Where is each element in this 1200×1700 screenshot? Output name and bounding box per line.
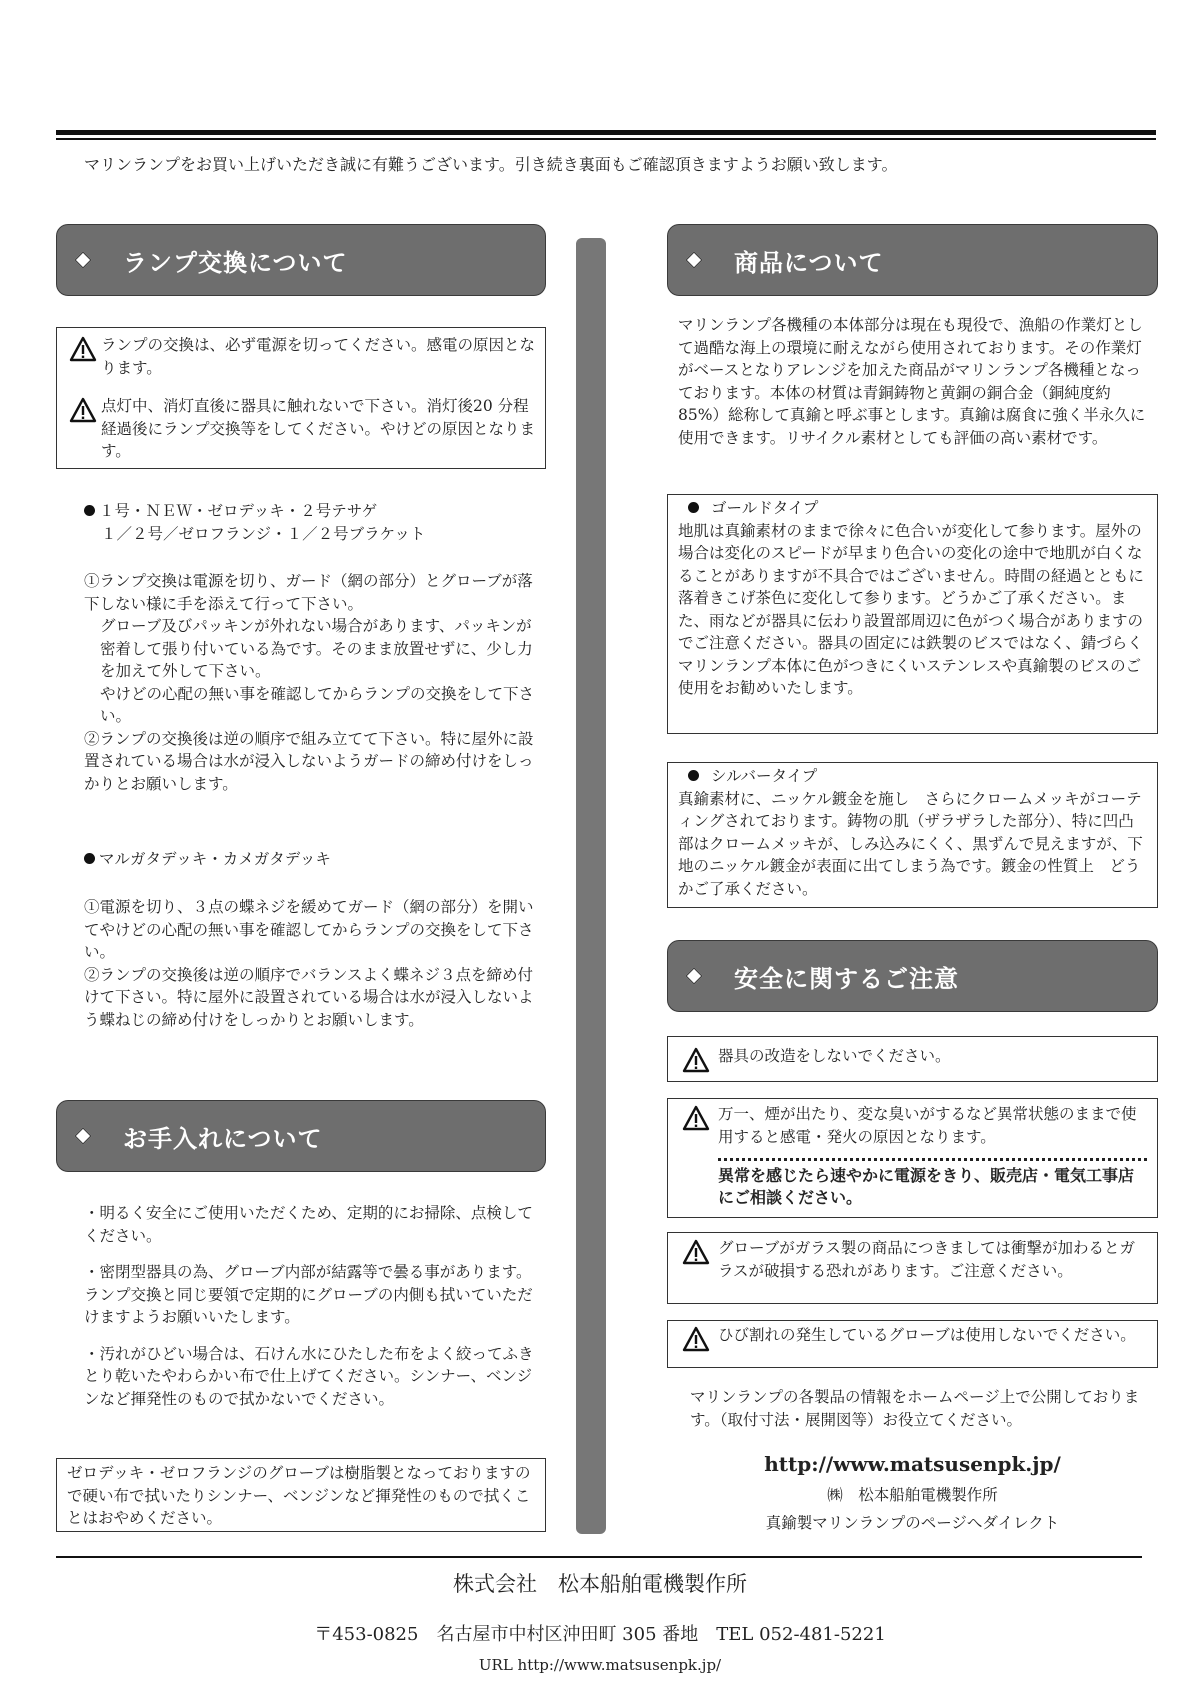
group1-heading-line2: １／２号／ゼロフランジ・１／２号ブラケット [101, 524, 426, 543]
diamond-icon [75, 252, 92, 269]
product-section-title: 商品について [734, 248, 884, 277]
product-body: マリンランプ各機種の本体部分は現在も現役で、漁船の作業灯として過酷な海上の環境に耐えながら使用されております。その作業灯がベースとなりアレンジを加えた商品がマリンランプ各機種となっております。本体の材質は青銅鋳物と黄銅の銅合金（銅純度約85%）総称して真鍮と呼ぶ事とします。真鍮は腐食に強く半永久に使用できます。リサイクル素材としても評価の高い素材です。 [678, 316, 1146, 447]
group1-step-2: ②ランプの交換後は逆の順序で組み立てて下さい。特に屋外に設置されている場合は水が浸入しないようガードの締め付けをしっかりとお願いします。 [84, 729, 534, 793]
bullet-icon [84, 505, 95, 516]
group1-step-1: ①ランプ交換は電源を切り、ガード（網の部分）とグローブが落下しない様に手を添えて行って下さい。 [84, 572, 533, 613]
warning-triangle-icon [69, 336, 97, 362]
group2-step-2: ②ランプの交換後は逆の順序でバランスよく蝶ネジ３点を締め付けて下さい。特に屋外に設置されている場合は水が浸入しないよう蝶ねじの締め付けをしっかりとお願いします。 [84, 965, 534, 1029]
group1-heading-line1: １号・ＮＥＷ・ゼロデッキ・２号テサゲ [99, 502, 378, 520]
footer-url[interactable]: URL http://www.matsusenpk.jp/ [478, 1656, 722, 1674]
company-small: ㈱ 松本船舶電機製作所 [827, 1486, 998, 1504]
safety-warning-4-text: ひび割れの発生しているグローブは使用しないでください。 [718, 1326, 1136, 1344]
diamond-icon [75, 1128, 92, 1145]
intro-text: マリンランプをお買い上げいただき誠に有難うございます。引き続き裏面もご確認頂きますようお願い致します。 [84, 155, 898, 174]
gold-type-box [667, 494, 1158, 734]
gold-heading: ゴールドタイプ [711, 499, 819, 517]
safety-warning-2-emphasis-wrap [718, 1158, 1147, 1210]
top-rule-thick [56, 130, 1156, 135]
safety-warning-2 [667, 1098, 1158, 1218]
group1-step-1-note: グローブ及びパッキンが外れない場合があります、パッキンが密着して張り付いている為です。そのまま放置せずに、少し力を加えて外して下さい。 [100, 617, 533, 680]
care-items [84, 1202, 544, 1410]
lamp-section-title: ランプ交換について [123, 248, 348, 277]
top-rule-thin [56, 138, 1156, 140]
lamp-warning-2 [69, 395, 535, 463]
safety-warning-2-text: 万一、煙が出たり、変な臭いがするなど異常状態のままで使用すると感電・発火の原因となります。 [718, 1105, 1137, 1146]
safety-warning-3 [667, 1232, 1158, 1304]
group2-heading [84, 848, 538, 871]
bullet-icon [84, 853, 95, 864]
bottom-rule [56, 1556, 1142, 1558]
safety-warning-1 [667, 1036, 1158, 1082]
warning-triangle-icon [69, 397, 97, 423]
footer-company: 株式会社 松本船舶電機製作所 [453, 1572, 747, 1596]
column-divider [576, 238, 606, 1534]
warning-triangle-icon [682, 1047, 710, 1073]
product-section-header [667, 224, 1158, 296]
group1-steps [84, 570, 538, 795]
care-section-header [56, 1100, 546, 1172]
safety-warning-1-text: 器具の改造をしないでください。 [718, 1047, 951, 1065]
group1-step-1-note2: やけどの心配の無い事を確認してからランプの交換をして下さい。 [100, 684, 535, 725]
silver-type-box [667, 762, 1158, 908]
lamp-warning-1-text: ランプの交換は、必ず電源を切ってください。感電の原因となります。 [101, 336, 536, 377]
care-item-3: ・汚れがひどい場合は、石けん水にひたした布をよく絞ってふきとり乾いたやわらかい布で仕上げてください。シンナー、ベンジンなど揮発性のもので拭かないでください。 [84, 1344, 534, 1408]
group2-step-1: ①電源を切り、３点の蝶ネジを緩めてガード（網の部分）を開いてやけどの心配の無い事を確認してからランプの交換をして下さい。 [84, 898, 534, 961]
care-section-title: お手入れについて [123, 1124, 323, 1153]
safety-warning-2-emphasis: 異常を感じたら速やかに電源をきり、販売店・電気工事店にご相談ください。 [718, 1158, 1147, 1209]
safety-section-title: 安全に関するご注意 [734, 964, 959, 993]
care-note-box [56, 1458, 546, 1532]
diamond-icon [686, 968, 703, 985]
bullet-icon [688, 770, 699, 781]
lamp-warning-2-text: 点灯中、消灯直後に器具に触れないで下さい。消灯後20 分程経過後にランプ交換等をしてください。やけどの原因となります。 [101, 397, 536, 460]
diamond-icon [686, 252, 703, 269]
silver-body: 真鍮素材に、ニッケル鍍金を施し さらにクロームメッキがコーティングされております。鋳物の肌（ザラザラした部分）、特に凹凸部はクロームメッキが、しみ込みにくく、黒ずんで見えますが、下地のニッケル鍍金が表面に出てしまう為です。鍍金の性質上 どうかご了承ください。 [678, 789, 1143, 898]
direct-link-caption: 真鍮製マリンランプのページへダイレクト [765, 1514, 1060, 1532]
warning-triangle-icon [682, 1105, 710, 1131]
warning-triangle-icon [682, 1239, 710, 1265]
safety-section-header [667, 940, 1158, 1012]
group2-heading-text: マルガタデッキ・カメガタデッキ [99, 850, 331, 868]
silver-heading: シルバータイプ [711, 767, 818, 785]
care-note-text: ゼロデッキ・ゼロフランジのグローブは樹脂製となっておりますので硬い布で拭いたりシンナー、ベンジンなど揮発性のもので拭くことはおやめください。 [67, 1464, 531, 1527]
group1-heading [84, 500, 544, 545]
homepage-note: マリンランプの各製品の情報をホームページ上で公開しております。（取付寸法・展開図等）お役立てください。 [690, 1388, 1140, 1429]
warning-triangle-icon [682, 1326, 710, 1352]
safety-warning-3-text: グローブがガラス製の商品につきましては衝撃が加わるとガラスが破損する恐れがあります。ご注意ください。 [718, 1239, 1135, 1280]
safety-warning-4 [667, 1320, 1158, 1368]
footer-address: 〒453-0825 名古屋市中村区沖田町 305 番地 TEL 052-481-5221 [314, 1624, 886, 1645]
lamp-warning-box [56, 327, 546, 469]
bullet-icon [688, 502, 699, 513]
gold-body: 地肌は真鍮素材のままで徐々に色合いが変化して参ります。屋外の場合は変化のスピードが早まり色合いの変化の途中で地肌が白くなることがありますが不具合ではございません。時間の経過とともに落着きこげ茶色に変化して参ります。どうかご了承ください。また、雨などが器具に伝わり設置部周辺に色がつく場合がありますのでご注意ください。器具の固定には鉄製のビスではなく、錆づらくマリンランプ本体に色がつきにくいステンレスや真鍮製のビスのご使用をお勧めいたします。 [678, 521, 1144, 697]
care-item-1: ・明るく安全にご使用いただくため、定期的にお掃除、点検してください。 [84, 1204, 533, 1245]
lamp-warning-1 [69, 334, 535, 379]
care-item-2: ・密閉型器具の為、グローブ内部が結露等で曇る事があります。ランプ交換と同じ要領で定期的にグローブの内側も拭いていただけますようお願いいたします。 [84, 1263, 533, 1326]
group2-steps [84, 896, 538, 1031]
homepage-url[interactable]: http://www.matsusenpk.jp/ [764, 1452, 1061, 1476]
lamp-section-header [56, 224, 546, 296]
